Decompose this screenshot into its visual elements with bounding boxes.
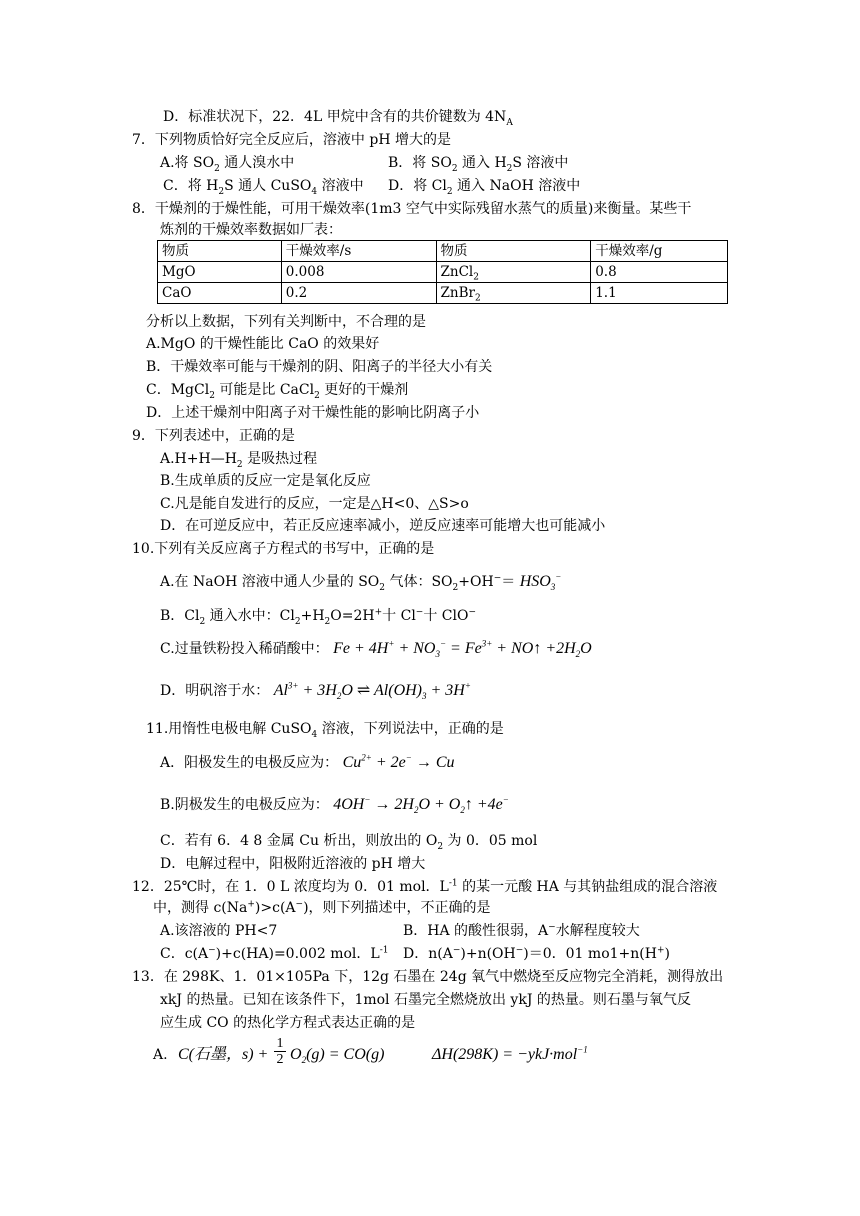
q9-stem: 9．下列表述中，正确的是 [132,428,295,444]
table-row [158,262,728,283]
q10-option-a: A.在 NaOH 溶液中通人少量的 $SO_2$ 气体：$SO_2+OH^-= HSO_3^-$ [160,571,562,593]
q11-option-c: C．若有 6．4 8 金属 Cu 析出，则放出的 $O_2$ 为 0．05 mol [160,833,538,852]
table-cell: ZnBr$_2$ [436,283,591,304]
q9-option-c: C.凡是能自发进行的反应，一定是△H<0、△S>o [160,496,469,512]
q7-stem: 7．下列物质恰好完全反应后，溶液中 pH 增大的是 [132,132,451,148]
q11a-equation: $Cu^{2+} + 2e^- \to Cu$ [342,752,455,771]
table-cell: MgO [158,262,282,283]
q8-option-d: D．上述干燥剂中阳离子对干燥性能的影响比阴离子小 [146,405,480,421]
table-cell: 0.8 [591,262,728,283]
q8-option-c: C．MgCl$_2$ 可能是比 CaCl$_2$ 更好的干燥剂 [146,382,409,401]
q12-option-c: C．c(A−)+c(HA)=0.002 mol．$L^{-1}$ [160,945,389,962]
table-header-row [158,241,728,262]
table-header-cell: 干燥效率/g [591,241,728,262]
q8-stem-line2: 炼剂的干燥效率数据如厂表： [160,222,342,238]
table-header-cell: 物质 [436,241,591,262]
q10-option-c: C.过量铁粉投入稀硝酸中： $Fe + 4H^+ + NO_3^- = Fe^{3+}$ + NO↑ $+2H_2O$ [160,638,592,660]
q11-stem: 11.用惰性电极电解 CuSO$_4$ 溶液，下列说法中，正确的是 [146,721,504,740]
q13a-enthalpy: ΔH(298K) = −ykJ·mol$^{-1}$ [432,1044,588,1063]
q7-option-b: B．将 $SO_2$ 通入 $H_2S$ 溶液中 [388,155,569,174]
q13a-equation: C(石墨，s) + [178,1046,269,1063]
q13-option-a-label: A. [153,1047,168,1063]
q9-option-b: B.生成单质的反应一定是氧化反应 [160,473,371,489]
q10-option-b: B．$Cl_2$ 通入水中：$Cl_2+H_2O=2H^+$十 Cl−十 ClO− [160,607,477,627]
q7-option-d: D．将 $Cl_2$ 通入 NaOH 溶液中 [388,178,581,197]
q13a-equation-rest: $O_2(g) = CO(g)$ [290,1046,385,1066]
q9-option-d: D．在可逆反应中，若正反应速率减小，逆反应速率可能增大也可能减小 [160,518,606,534]
q9-option-a: $A.H+H—H_2$ 是吸热过程 [160,451,318,470]
q12-stem-line1: 12．25℃时，在 1．0 L 浓度均为 0．01 mol．$L^{-1}$ 的某一元酸 HA 与其钠盐组成的混合溶液 [132,878,718,895]
q12-stem-line2: 中，测得 c(Na+)>c(A−)，则下列描述中，不正确的是 [153,899,491,916]
q11-option-d: D．电解过程中，阳极附近溶液的 pH 增大 [160,856,426,872]
q11-option-b: B.阴极发生的电极反应为： $4OH^- \to 2H_2O$ + $O_2↑ +4e^-$ [160,794,509,816]
q8-option-a: A.MgO 的干燥性能比 CaO 的效果好 [146,336,380,352]
q8-stem-line1: 8．干燥剂的于燥性能，可用干燥效率(1m3 空气中实际残留水蒸气的质量)来衡量。某些干 [132,201,692,217]
table-cell: CaO [158,283,282,304]
q12-option-a: A.该溶液的 PH<7 [160,923,278,939]
table-header-cell: 物质 [158,241,282,262]
table-cell: 1.1 [591,283,728,304]
q13-stem-line2: xkJ 的热量。已知在该条件下，1mol 石墨完全燃烧放出 ykJ 的热量。则石墨与氧气反 [160,992,691,1008]
q10d-equation: $Al^{3+} + 3H_2O$ ⇌ $Al(OH)_3 + 3H^+$ [273,680,471,702]
fraction-one-half: 1 2 [274,1036,286,1067]
table-header-cell: 干燥效率/s [281,241,436,262]
q10-stem: 10.下列有关反应离子方程式的书写中，正确的是 [132,541,435,557]
q7-option-c: C．将 $H_2S$ 通人 CuSO$_4$ 溶液中 [163,178,364,197]
table-row [158,283,728,304]
q12-option-d: D．n(A−)+n(OH−)＝0．01 mo1+n(H+) [403,945,670,962]
table-cell: 0.008 [281,262,436,283]
q8-option-b: B．干燥效率可能与干燥剂的阴、阳离子的半径大小有关 [146,359,493,375]
q11b-equation: $4OH^- \to 2H_2O$ + $O_2↑ +4e^-$ [333,794,509,816]
q7-option-a: A.将 $SO_2$ 通人溴水中 [160,155,295,174]
q12-option-b: B．HA 的酸性很弱，A−水解程度较大 [403,922,640,939]
table-cell: 0.2 [281,283,436,304]
q13-stem-line3: 应生成 CO 的热化学方程式表达正确的是 [160,1015,416,1031]
q8-analysis: 分析以上数据，下列有关判断中，不合理的是 [146,314,426,330]
q11-option-a: A．阳极发生的电极反应为： $Cu^{2+} + 2e^- \to Cu$ [160,752,455,771]
q6-option-d: D．标准状况下，22．4L 甲烷中含有的共价键数为 $4N_A$ [163,109,513,128]
q10c-equation: $Fe + 4H^+ + NO_3^- = Fe^{3+}$ + NO↑ $+2H_2O$ [333,638,592,660]
table-cell: ZnCl$_2$ [436,262,591,283]
drying-efficiency-table [157,240,728,304]
q13-stem-line1: 13．在 298K、1．01×105Pa 下，12g 石墨在 24g 氧气中燃烧至反应物完全消耗，测得放出 [132,969,724,985]
q10-option-d: D．明矾溶于水： $Al^{3+} + 3H_2O$ ⇌ $Al(OH)_3 + 3H^+$ [160,680,471,702]
